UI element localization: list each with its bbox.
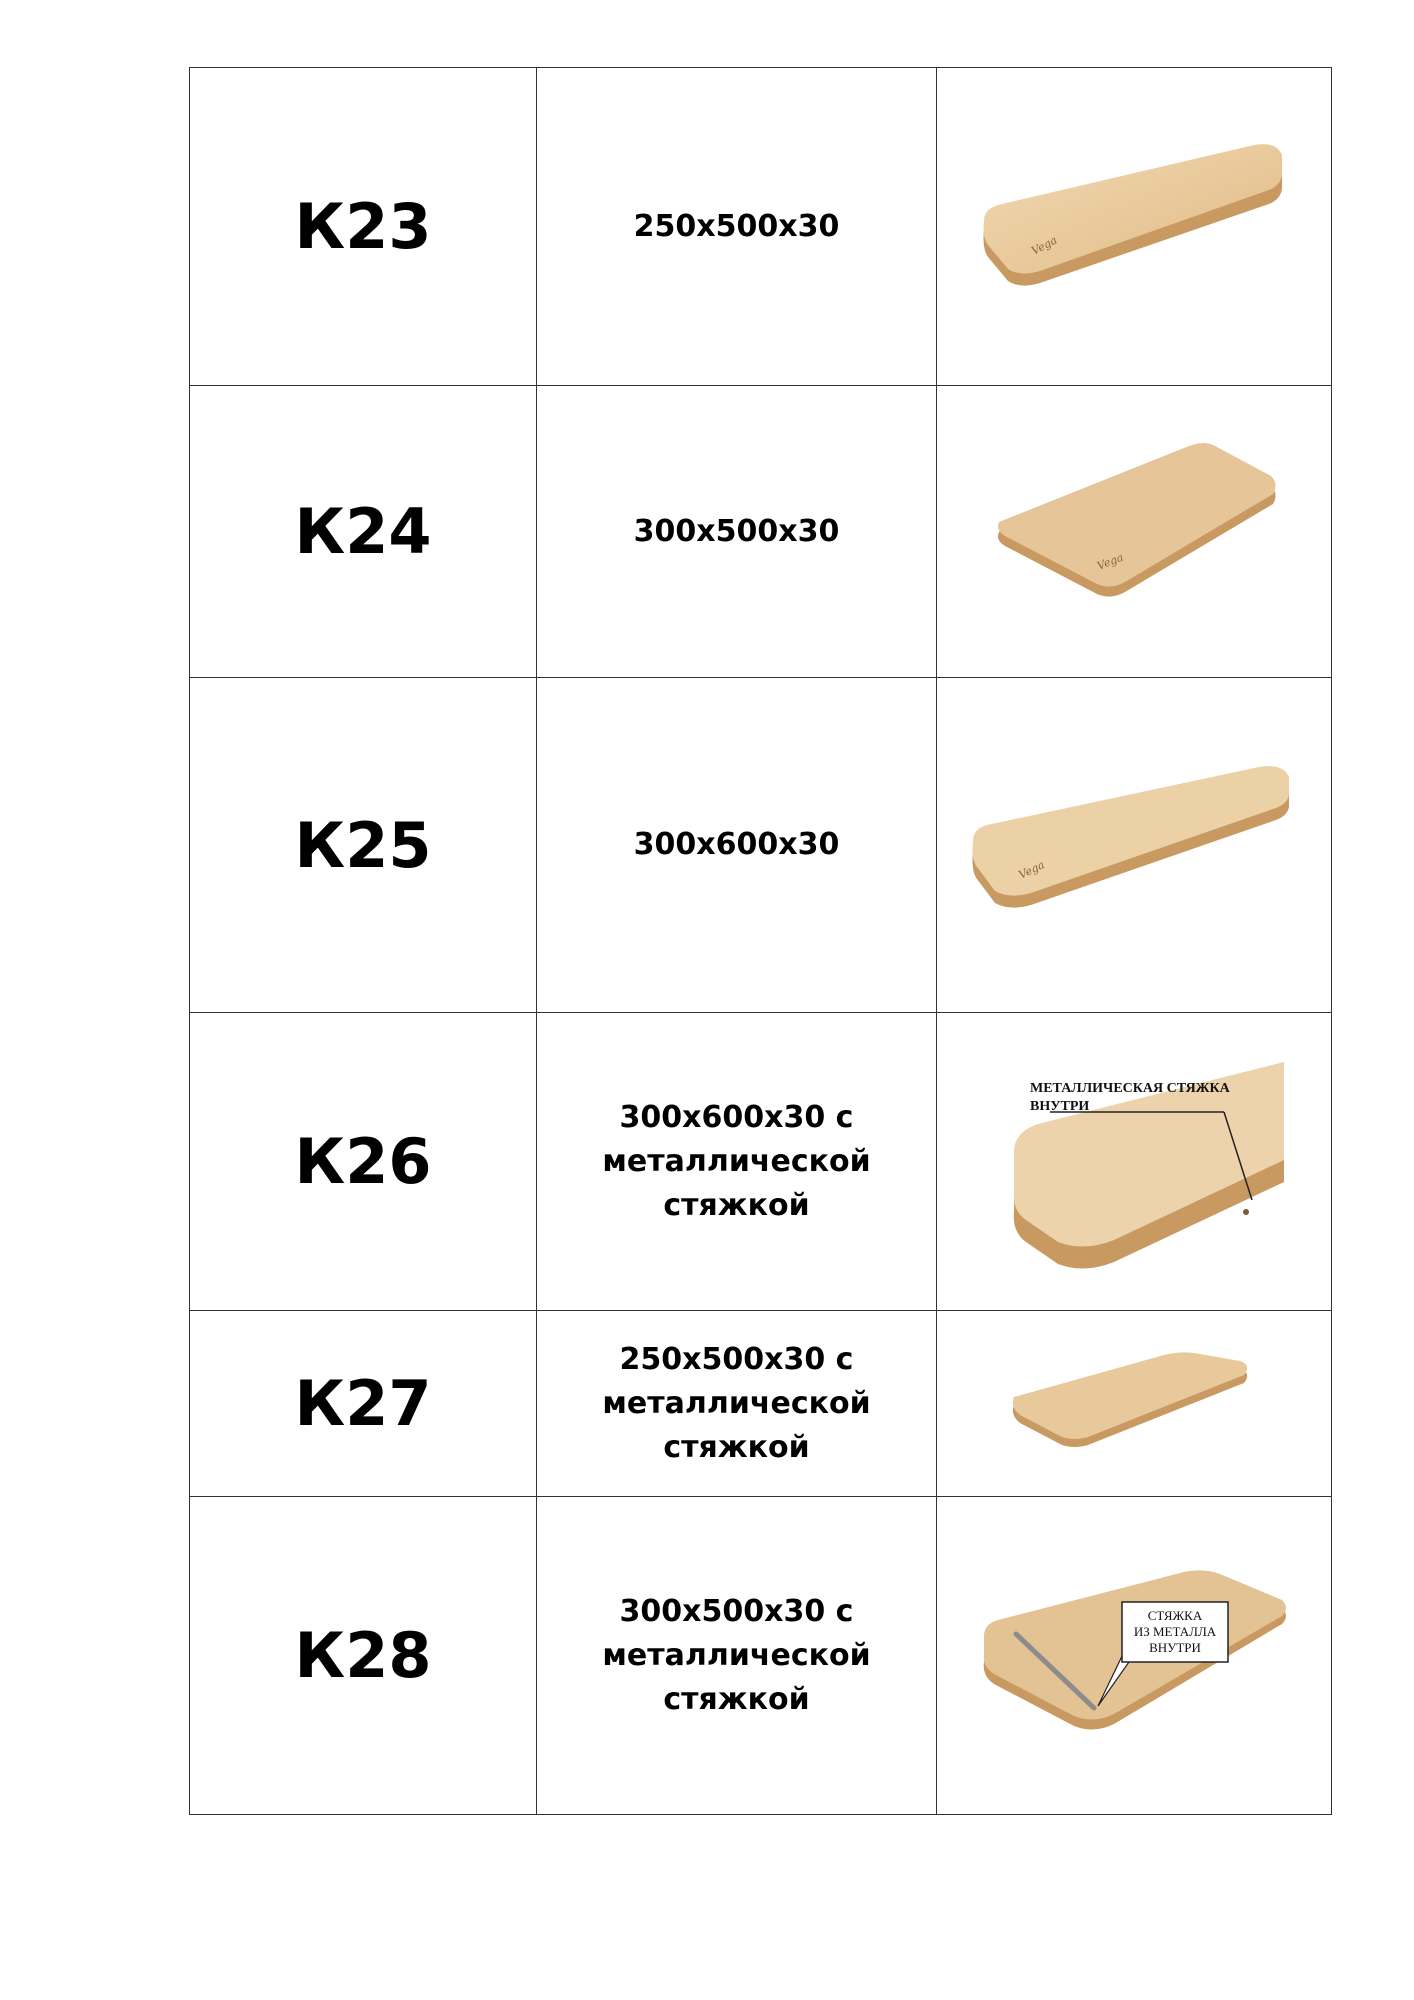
size-cell xyxy=(537,1311,937,1497)
size-cell xyxy=(537,1013,937,1311)
product-size: 300x600x30 с металлической стяжкой xyxy=(602,1099,871,1223)
cutting-board-image xyxy=(964,137,1304,317)
table-row xyxy=(190,1497,1332,1815)
product-code: К25 xyxy=(294,808,432,882)
code-cell xyxy=(190,1311,537,1497)
image-cell xyxy=(937,678,1332,1013)
product-code: К23 xyxy=(294,190,432,263)
product-size: 300x600x30 xyxy=(633,827,840,862)
code-cell xyxy=(190,386,537,678)
product-table xyxy=(189,67,1332,1815)
product-size: 300x500x30 с металлической стяжкой xyxy=(602,1593,871,1717)
product-size: 250x500x30 xyxy=(633,208,840,244)
cutting-board-image xyxy=(964,1566,1304,1746)
table-row xyxy=(190,678,1332,1013)
image-cell xyxy=(937,1013,1332,1311)
table-row xyxy=(190,68,1332,386)
size-cell xyxy=(537,68,937,386)
product-code: К26 xyxy=(294,1125,432,1198)
product-code: К27 xyxy=(294,1367,432,1440)
code-cell xyxy=(190,678,537,1013)
product-size: 300x500x30 xyxy=(633,513,840,549)
size-cell xyxy=(537,1497,937,1815)
code-cell xyxy=(190,1013,537,1311)
brand-logo: Vega xyxy=(1016,858,1047,882)
image-callout-line: ВНУТРИ xyxy=(1149,1639,1201,1655)
image-cell xyxy=(937,68,1332,386)
image-cell xyxy=(937,1497,1332,1815)
cutting-board-image xyxy=(1004,1349,1264,1459)
table-row xyxy=(190,386,1332,678)
image-cell xyxy=(937,1311,1332,1497)
image-callout-line: ИЗ МЕТАЛЛА xyxy=(1133,1623,1217,1639)
code-cell xyxy=(190,1497,537,1815)
size-cell xyxy=(537,386,937,678)
cutting-board-image xyxy=(979,442,1289,622)
cutting-board-image xyxy=(959,755,1309,935)
product-code: К28 xyxy=(294,1619,432,1692)
table-row xyxy=(190,1013,1332,1311)
image-callout-line: ВНУТРИ xyxy=(1030,1098,1090,1114)
product-code: К24 xyxy=(294,495,432,568)
image-cell xyxy=(937,386,1332,678)
brand-logo: Vega xyxy=(1029,232,1060,258)
image-callout-line: МЕТАЛЛИЧЕСКАЯ СТЯЖКА xyxy=(1030,1080,1230,1096)
image-callout-line: СТЯЖКА xyxy=(1147,1607,1203,1623)
code-cell xyxy=(190,68,537,386)
table-row xyxy=(190,1311,1332,1497)
product-size: 250x500x30 с металлической стяжкой xyxy=(602,1341,871,1465)
size-cell xyxy=(537,678,937,1013)
cutting-board-image xyxy=(954,1042,1314,1282)
brand-logo: Vega xyxy=(1095,550,1126,573)
